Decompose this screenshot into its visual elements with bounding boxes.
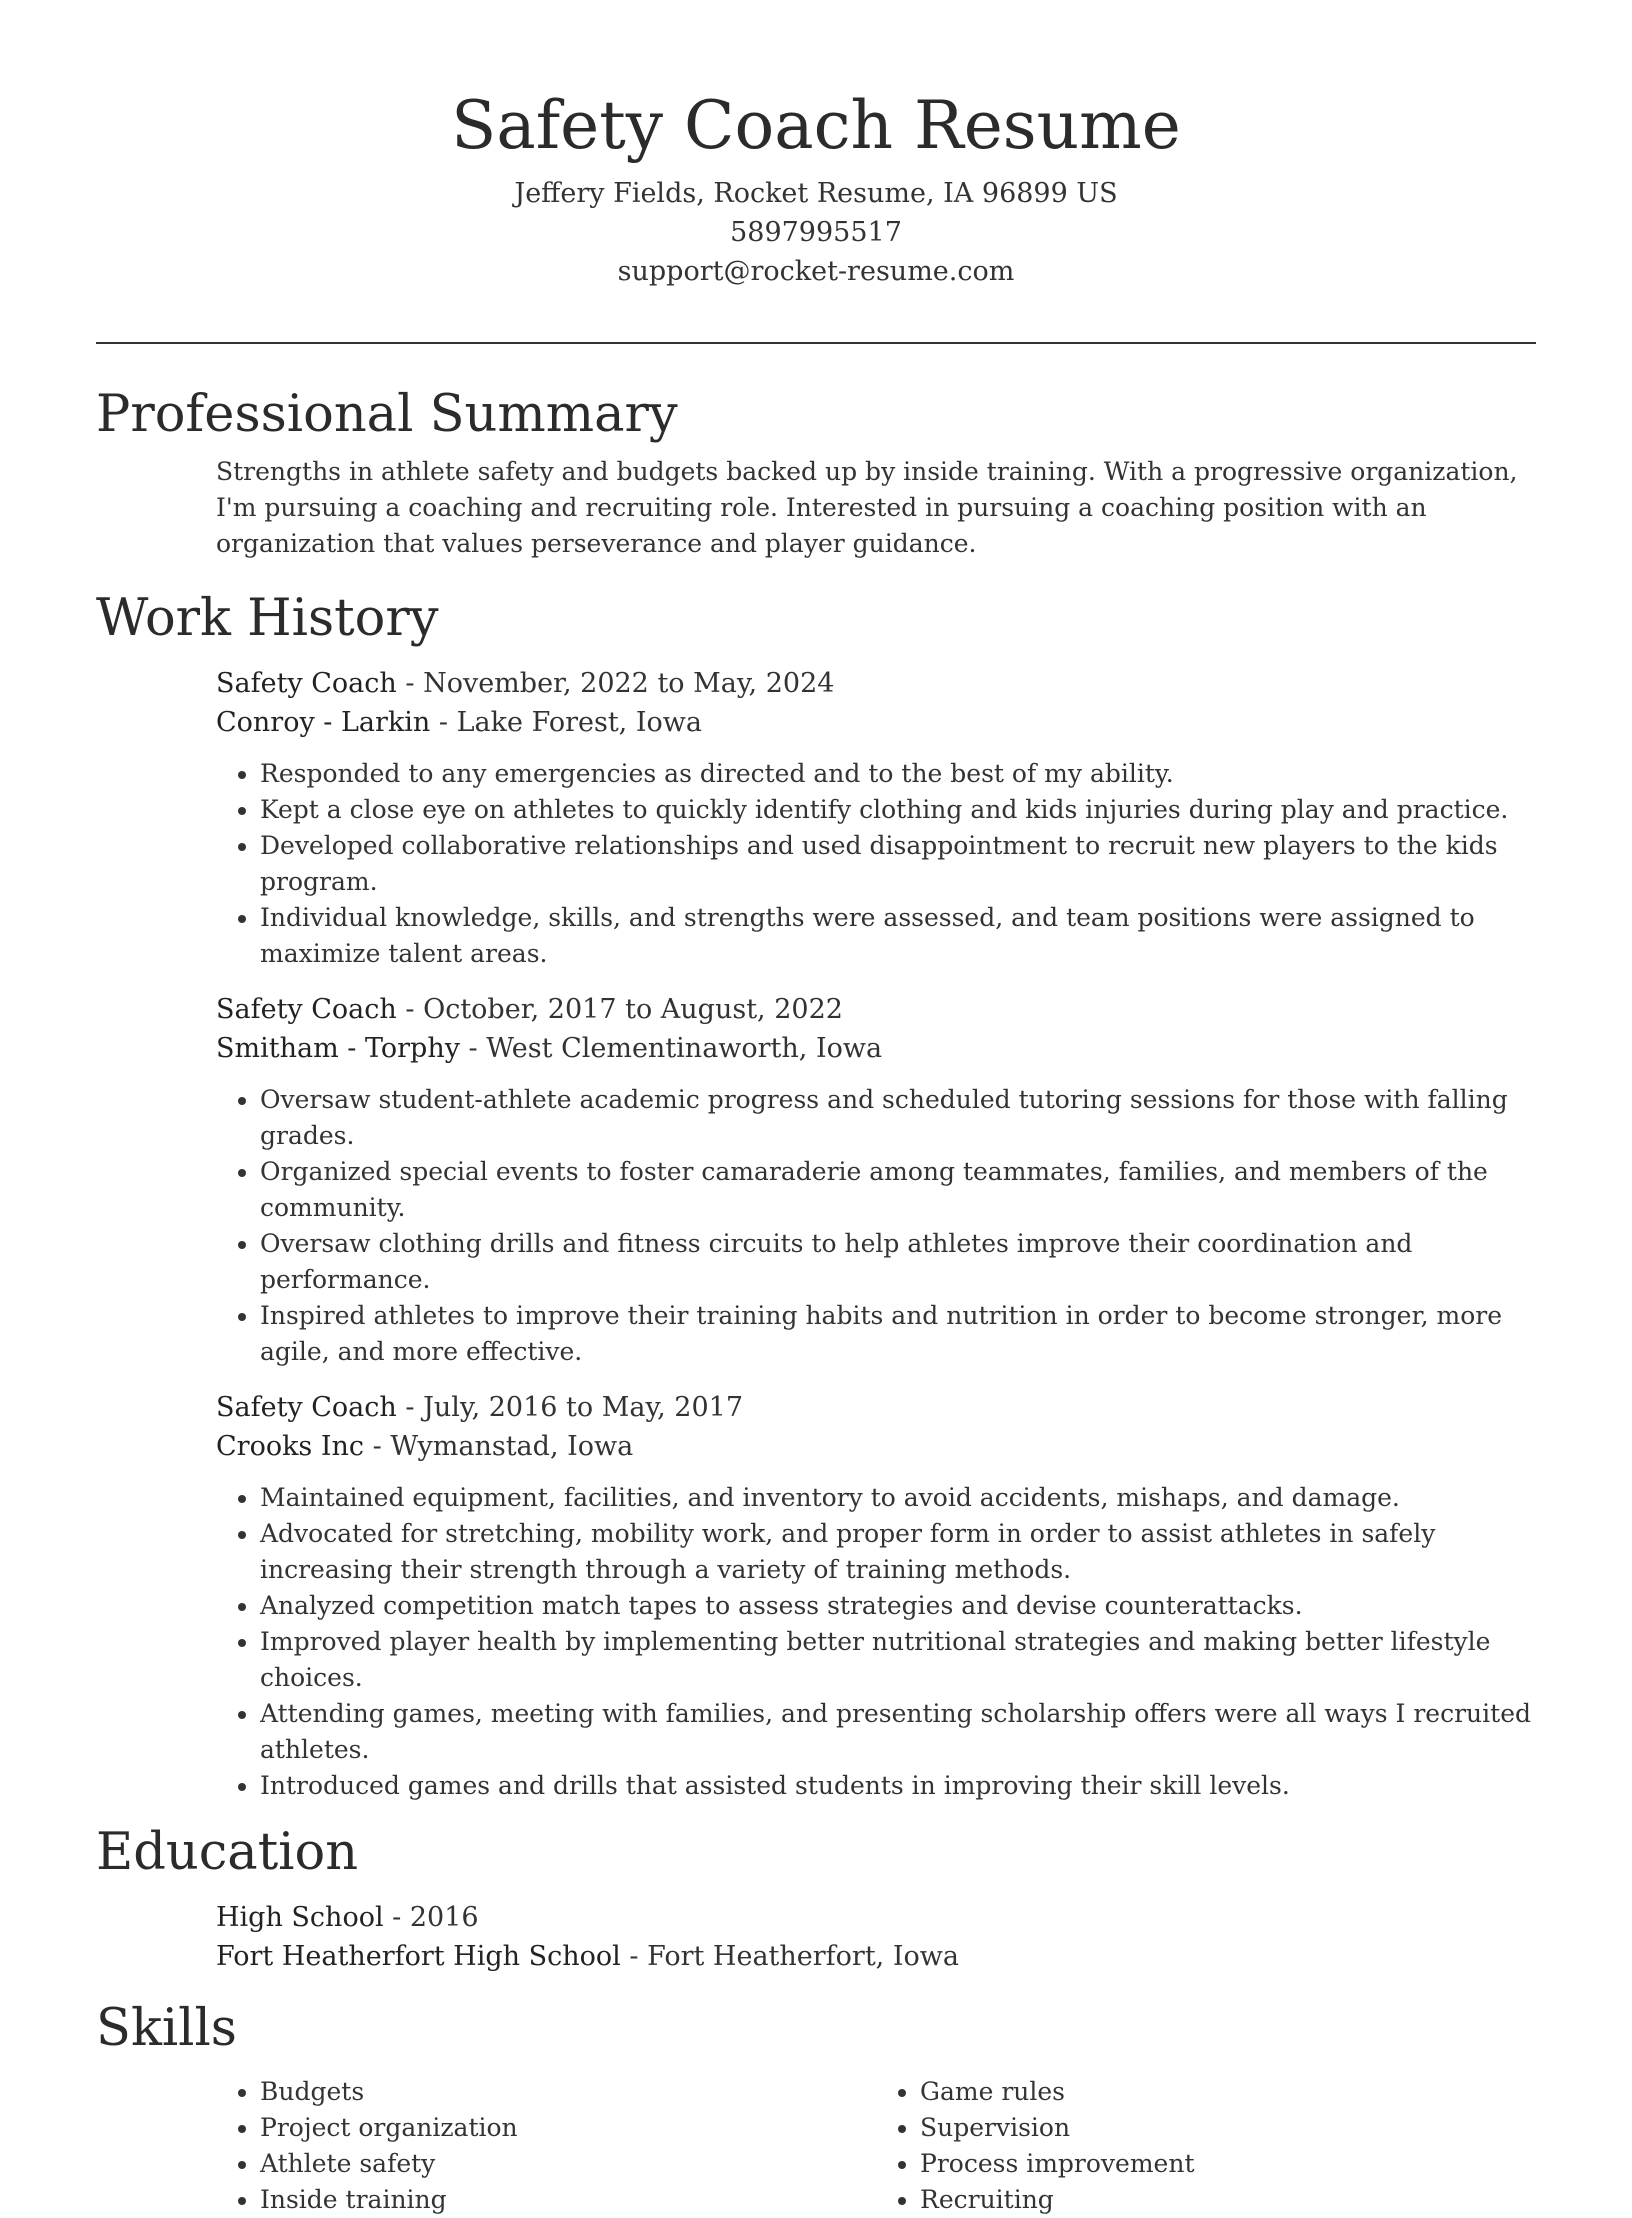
job-company-line	[216, 703, 1536, 742]
job-bullet: • Responded to any emergencies as directed and to the best of my ability.	[260, 756, 1536, 792]
job-bullet: • Introduced games and drills that assisted students in improving their skill levels.	[260, 1768, 1536, 1804]
job-title: Safety Coach	[216, 994, 397, 1025]
skills-list-left	[216, 2074, 876, 2218]
job-company: Conroy - Larkin	[216, 707, 431, 738]
job-location: - West Clementinaworth, Iowa	[459, 1033, 883, 1064]
skill-item: • Project organization	[260, 2110, 876, 2146]
job-company-line	[216, 1427, 1536, 1466]
job-bullets	[216, 756, 1536, 972]
skill-item: • Supervision	[920, 2110, 1536, 2146]
job-bullet: • Organized special events to foster camaraderie among teammates, families, and members of the community.	[260, 1154, 1536, 1226]
job-title: Safety Coach	[216, 1392, 397, 1423]
job-title-line	[216, 990, 1536, 1029]
skill-item: • Recruiting	[920, 2182, 1536, 2218]
work-history-heading: Work History	[96, 589, 439, 648]
skills-grid	[216, 2074, 1536, 2218]
job-bullets	[216, 1480, 1536, 1804]
job-company-line	[216, 1029, 1536, 1068]
contact-email: support@rocket-resume.com	[617, 256, 1015, 287]
contact-address: Jeffery Fields, Rocket Resume, IA 96899 US	[514, 178, 1118, 209]
resume-content	[96, 380, 1536, 2218]
job-entry	[216, 664, 1536, 972]
job-bullet: • Individual knowledge, skills, and strengths were assessed, and team positions were assigned to maximize talent areas.	[260, 900, 1536, 972]
job-company: Smitham - Torphy	[216, 1033, 460, 1064]
job-dates: - July, 2016 to May, 2017	[396, 1392, 744, 1423]
job-dates: - October, 2017 to August, 2022	[396, 994, 843, 1025]
job-location: - Wymanstad, Iowa	[364, 1431, 634, 1462]
job-bullet: • Attending games, meeting with families, and presenting scholarship offers were all ways I recruited athletes.	[260, 1696, 1536, 1768]
education-location: - Fort Heatherfort, Iowa	[620, 1941, 959, 1972]
job-bullet: • Developed collaborative relationships and used disappointment to recruit new players to the kids program.	[260, 828, 1536, 900]
education-section	[96, 1818, 1536, 1976]
job-entry	[216, 1388, 1536, 1804]
job-company: Crooks Inc	[216, 1431, 365, 1462]
skill-item: • Budgets	[260, 2074, 876, 2110]
skill-item: • Athlete safety	[260, 2146, 876, 2182]
summary-section	[96, 380, 1536, 562]
job-bullets	[216, 1082, 1536, 1370]
education-heading: Education	[96, 1823, 359, 1882]
education-degree: High School	[216, 1902, 384, 1933]
header-divider	[96, 342, 1536, 344]
job-title: Safety Coach	[216, 668, 397, 699]
job-entry	[216, 990, 1536, 1370]
summary-heading: Professional Summary	[96, 385, 678, 444]
summary-text: Strengths in athlete safety and budgets backed up by inside training. With a progressive organization, I'm pursuing a coaching and recruiting role. Interested in pursuing a coaching position with an organization that values perseverance and player guidance.	[216, 457, 1518, 558]
job-bullet: • Inspired athletes to improve their training habits and nutrition in order to become stronger, more agile, and more effective.	[260, 1298, 1536, 1370]
job-title-line	[216, 1388, 1536, 1427]
job-dates: - November, 2022 to May, 2024	[396, 668, 835, 699]
job-bullet: • Improved player health by implementing better nutritional strategies and making better lifestyle choices.	[260, 1624, 1536, 1696]
skill-item: • Inside training	[260, 2182, 876, 2218]
education-school: Fort Heatherfort High School	[216, 1941, 621, 1972]
skill-item: • Game rules	[920, 2074, 1536, 2110]
job-bullet: • Analyzed competition match tapes to assess strategies and devise counterattacks.	[260, 1588, 1536, 1624]
contact-info	[0, 174, 1632, 291]
education-school-line	[216, 1937, 1536, 1976]
job-title-line	[216, 664, 1536, 703]
job-bullet: • Maintained equipment, facilities, and inventory to avoid accidents, mishaps, and damage.	[260, 1480, 1536, 1516]
job-location: - Lake Forest, Iowa	[430, 707, 702, 738]
job-bullet: • Oversaw student-athlete academic progress and scheduled tutoring sessions for those with falling grades.	[260, 1082, 1536, 1154]
contact-phone: 5897995517	[730, 217, 902, 248]
resume-header	[0, 80, 1632, 291]
job-bullet: • Oversaw clothing drills and fitness circuits to help athletes improve their coordination and performance.	[260, 1226, 1536, 1298]
skills-list-right	[876, 2074, 1536, 2218]
skills-section	[96, 1994, 1536, 2218]
work-history-section	[96, 584, 1536, 1804]
job-bullet: • Advocated for stretching, mobility work, and proper form in order to assist athletes in safely increasing their strength through a variety of training methods.	[260, 1516, 1536, 1588]
skills-heading: Skills	[96, 1999, 237, 2058]
skill-item: • Process improvement	[920, 2146, 1536, 2182]
education-year: - 2016	[383, 1902, 479, 1933]
job-bullet: • Kept a close eye on athletes to quickly identify clothing and kids injuries during play and practice.	[260, 792, 1536, 828]
education-degree-line	[216, 1898, 1536, 1937]
page-title: Safety Coach Resume	[451, 87, 1181, 164]
